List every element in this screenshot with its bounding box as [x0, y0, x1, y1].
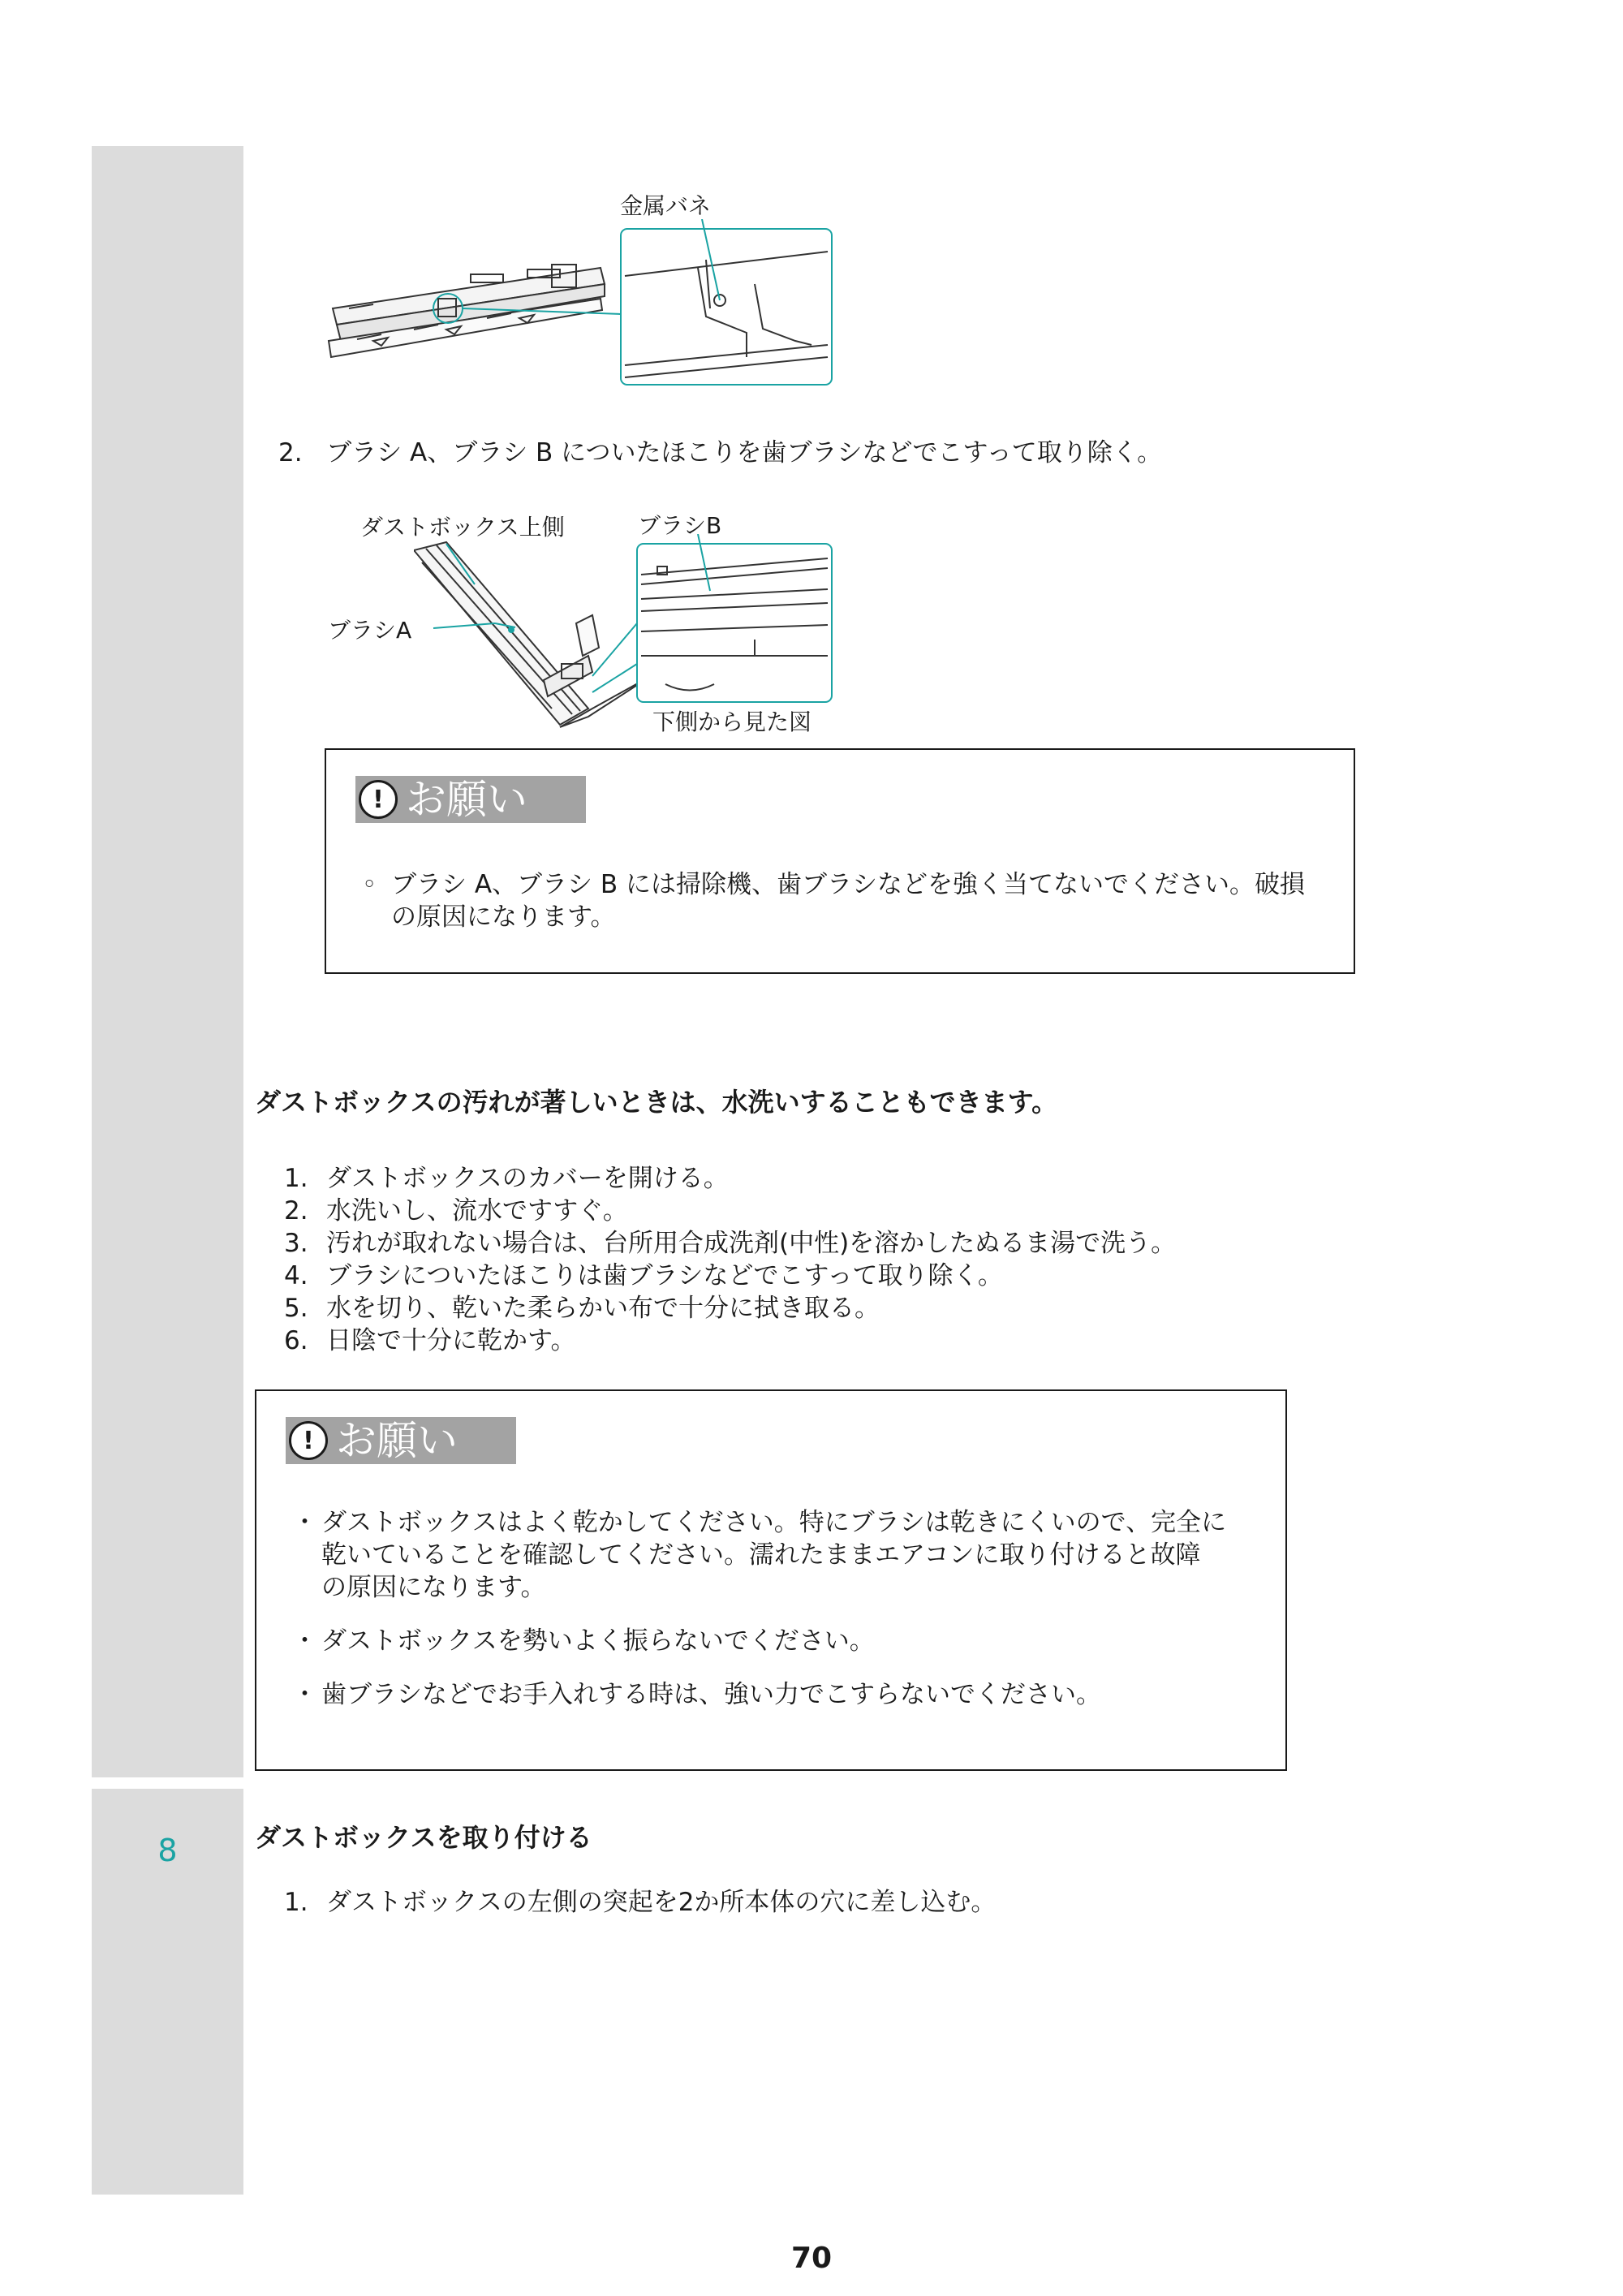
notice-header	[286, 1417, 516, 1464]
list-item: 3. 汚れが取れない場合は、台所用合成洗剤(中性)を溶かしたぬるま湯で洗う。	[284, 1229, 1177, 1258]
wash-heading: ダストボックスの汚れが著しいときは、水洗いすることもできます。	[255, 1087, 1058, 1118]
exclamation-icon: !	[359, 780, 398, 819]
list-item: 6. 日陰で十分に乾かす。	[284, 1326, 576, 1355]
list-item: 1. ダストボックスのカバーを開ける。	[284, 1164, 729, 1193]
wash-steps	[284, 1162, 1176, 1357]
notice-header	[355, 776, 586, 823]
step-2-text: ブラシ A、ブラシ B についたほこりを歯ブラシなどでこすって取り除く。	[326, 438, 1163, 467]
notice-2-list	[286, 1506, 1226, 1711]
notice-title: お願い	[406, 776, 527, 823]
exclamation-icon: !	[289, 1421, 328, 1460]
page-number: 70	[790, 2242, 833, 2275]
caption-view-from-below: 下側から見た図	[652, 709, 812, 735]
list-item: ◦ ブラシ A、ブラシ B には掃除機、歯ブラシなどを強く当てないでください。破損 の原因になります。	[362, 870, 1306, 932]
notice-1-list	[355, 868, 1305, 933]
callout-dustbox-top: ダストボックス上側	[360, 514, 565, 541]
list-item: 4. ブラシについたほこりは歯ブラシなどでこすって取り除く。	[284, 1261, 1003, 1290]
list-item: ・ ダストボックスはよく乾かしてください。特にブラシは乾きにくいので、完全に 乾いていることを確認してください。濡れたままエアコンに取り付けると故障 の原因になります。	[292, 1508, 1227, 1602]
step-number: 8	[157, 1833, 178, 1868]
callout-metal-spring: 金属バネ	[620, 192, 712, 219]
step-2-number: 2.	[278, 438, 303, 467]
sidebar-band-top	[92, 146, 243, 1777]
notice-box-1	[325, 748, 1355, 974]
figure-metal-spring	[325, 219, 844, 390]
notice-box-2	[255, 1389, 1287, 1771]
list-item: 5. 水を切り、乾いた柔らかい布で十分に拭き取る。	[284, 1294, 880, 1323]
list-item: 1. ダストボックスの左側の突起を2か所本体の穴に差し込む。	[284, 1888, 997, 1917]
list-item: 2. 水洗いし、流水ですすぐ。	[284, 1196, 628, 1226]
callout-brush-b: ブラシB	[638, 512, 722, 539]
step-2-line	[278, 437, 1162, 469]
list-item: ・ 歯ブラシなどでお手入れする時は、強い力でこすらないでください。	[292, 1680, 1101, 1709]
step-8-heading: ダストボックスを取り付ける	[255, 1822, 592, 1853]
notice-title: お願い	[336, 1417, 458, 1464]
callout-brush-a: ブラシA	[328, 617, 412, 644]
list-item: ・ ダストボックスを勢いよく振らないでください。	[292, 1626, 875, 1656]
step-8-steps	[284, 1886, 996, 1919]
